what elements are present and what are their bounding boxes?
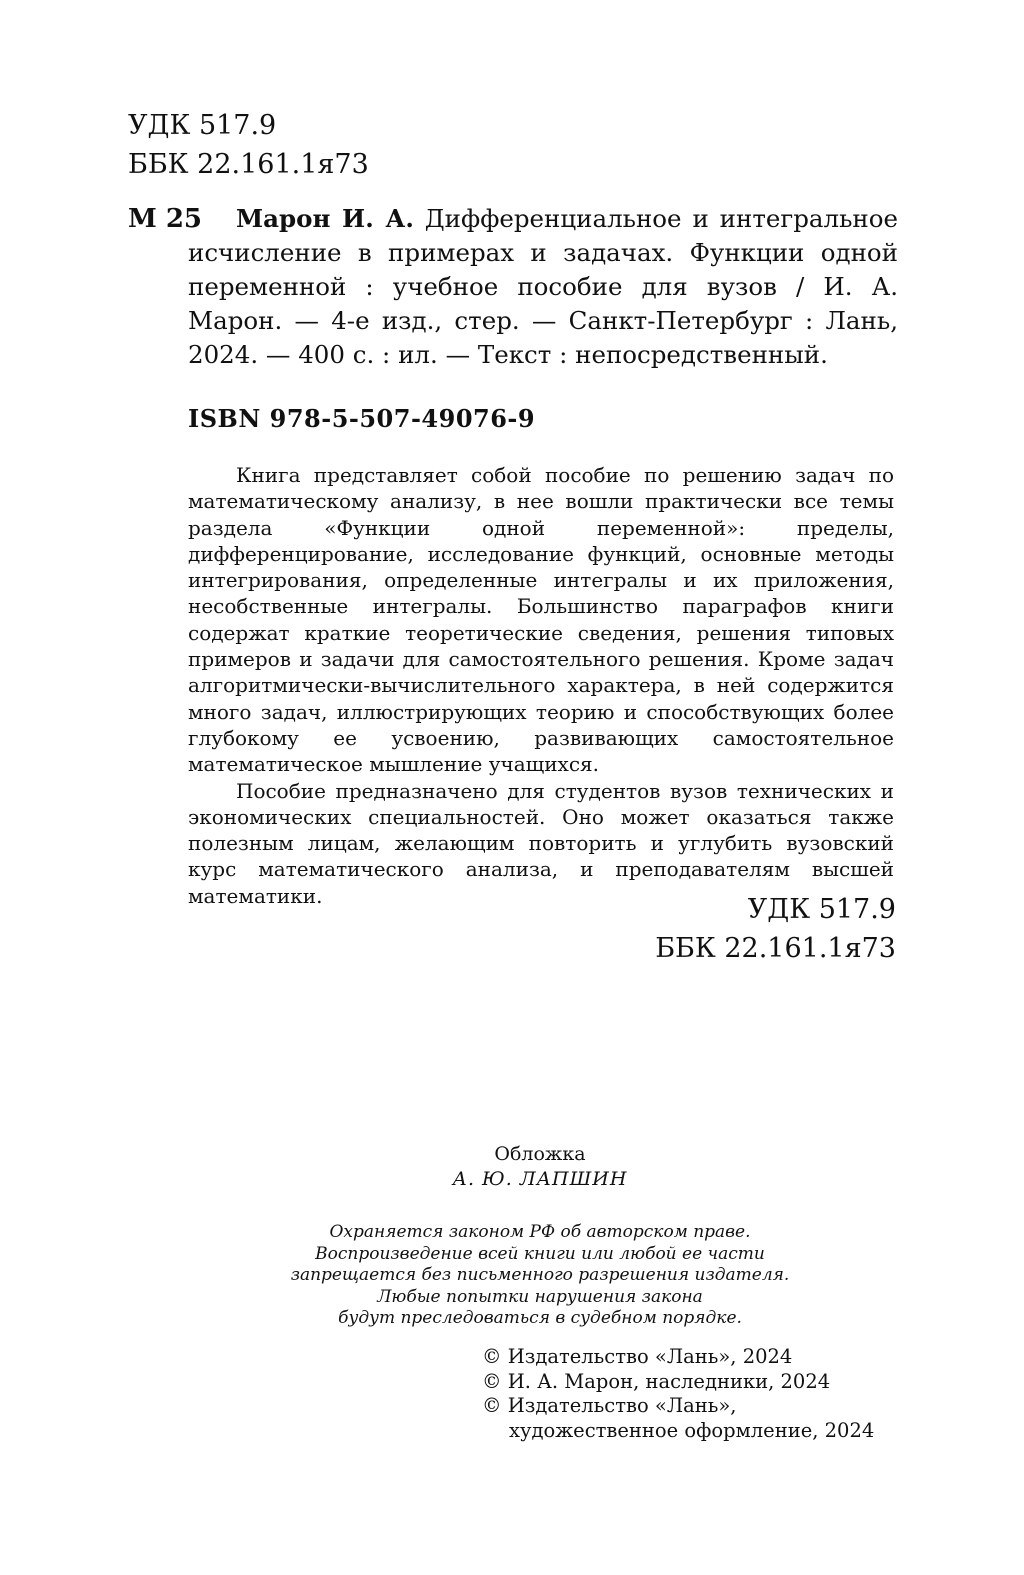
udk-code: УДК 517.9	[747, 894, 896, 925]
author-code: М 25	[128, 204, 203, 234]
description-text: Дифференциальное и интегральное исчисление в примерах и задачах. Функции одной переменной : учебное пособие для вузов / И. А. Марон. — 4-е изд., стер. — Санкт-Петербург : Лань, 2024. — 400 с. : ил. — Текст : непосредственный.	[188, 204, 898, 369]
annotation-paragraph: Пособие предназначено для студентов вузов технических и экономических специальностей. Оно может оказаться также полезным лицам, желающим повторить и углубить вузовский курс математического анализа, и преподавателям высшей математики.	[188, 778, 894, 908]
cover-credit	[340, 1142, 740, 1192]
notice-line: Любые попытки нарушения закона	[377, 1286, 703, 1307]
notice-line: будут преследоваться в судебном порядке.	[338, 1308, 742, 1328]
copyright-line: © Издательство «Лань»,	[482, 1394, 737, 1417]
classification-codes-bottom	[655, 890, 896, 968]
copyright-lines	[482, 1345, 874, 1443]
bbk-code: ББК 22.161.1я73	[128, 149, 369, 180]
copyright-line: © Издательство «Лань», 2024	[482, 1345, 793, 1368]
author-name: Марон И. А.	[236, 204, 414, 233]
annotation-paragraph: Книга представляет собой пособие по решению задач по математическому анализу, в нее вошли практически все темы раздела «Функции одной переменной»: пределы, дифференцирование, исследование функций, основные методы интегрирования, определенные интегралы и их приложения, несобственные интегралы. Большинство параграфов книги содержат краткие теоретические сведения, решения типовых примеров и задачи для самостоятельного решения. Кроме задач алгоритмически-вычислительного характера, в ней содержится много задач, иллюстрирующих теорию и способствующих более глубокому ее усвоению, развивающих самостоятельное математическое мышление учащихся.	[188, 463, 894, 777]
bibliographic-description	[188, 202, 898, 372]
classification-codes-top	[128, 106, 369, 184]
annotation	[188, 462, 894, 909]
bbk-code: ББК 22.161.1я73	[655, 933, 896, 964]
cover-designer: А. Ю. ЛАПШИН	[452, 1168, 628, 1190]
notice-line: Охраняется законом РФ об авторском праве.	[329, 1222, 751, 1242]
notice-line: Воспроизведение всей книги или любой ее части	[315, 1243, 765, 1264]
copyright-line: художественное оформление, 2024	[509, 1418, 875, 1442]
udk-code: УДК 517.9	[128, 110, 277, 141]
notice-line: запрещается без письменного разрешения издателя.	[290, 1265, 790, 1285]
copyright-notice	[250, 1222, 830, 1330]
isbn: ISBN 978-5-507-49076-9	[188, 404, 536, 433]
cover-label: Обложка	[494, 1143, 586, 1165]
copyright-line: © И. А. Марон, наследники, 2024	[482, 1369, 831, 1393]
